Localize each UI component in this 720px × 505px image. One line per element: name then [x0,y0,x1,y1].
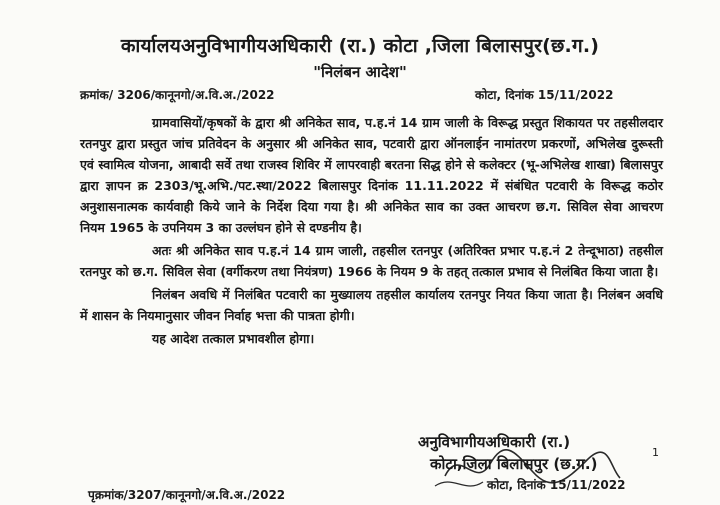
paragraph-headquarters: निलंबन अवधि में निलंबित पटवारी का मुख्यालय तहसील कार्यालय रतनपुर नियत किया जाता है। निलंबन अवधि में शासन के नियमानुसार जीवन निर्वाह भत्ता की पात्रता होगी। [80,287,663,323]
order-body [80,112,663,349]
reference-number: क्रमांक/ 3206/कानूनगो/अ.वि.अ./2022 [80,88,275,102]
signatory-office: कोटा,जिला बिलासपुर (छ.ग.) [430,455,598,473]
endorsement-number: पृक्रमांक/3207/कानूनगो/अ.वि.अ./2022 [88,488,286,502]
paragraph-complaint: ग्रामवासियों/कृषकों के द्वारा श्री अनिकेत साव, प.ह.नं 14 ग्राम जाली के विरूद्ध प्रस्तुत शिकायत पर तहसीलदार रतनपुर द्वारा प्रस्तुत जांच प्रतिवेदन के अनुसार श्री अनिकेत साव, पटवारी द्वारा ऑनलाईन नामांतरण प्रकरणों, अभिलेख दुरूस्ती एवं स्वामित्व योजना, आबादी सर्वे तथा राजस्व शिविर में लापरवाही बरतना सिद्ध होने से कलेक्टर (भू-अभिलेख शाखा) बिलासपुर द्वारा ज्ञापन क्र 2303/भू.अभि./पट.स्था/2022 बिलासपुर दिनांक 11.11.2022 में संबंधित पटवारी के विरूद्ध कठोर अनुशासनात्मक कार्यवाही किये जाने के निर्देश दिया गया है। श्री अनिकेत साव का उक्त आचरण छ.ग. सिविल सेवा आचरण नियम 1965 के उपनियम 3 का उल्लंघन होने से दण्डनीय है। [80,115,663,235]
reference-place-date: कोटा, दिनांक 15/11/2022 [475,88,614,102]
paragraph-effective: यह आदेश तत्काल प्रभावशील होगा। [152,331,315,346]
signatory-date: कोटा, दिनांक 15/11/2022 [487,478,626,492]
order-title: "निलंबन आदेश" [313,63,407,81]
office-title: कार्यालयअनुविभागीयअधिकारी (रा.) कोटा ,जिला बिलासपुर(छ.ग.) [120,35,600,57]
page-mark: 1 [652,446,659,459]
signatory-designation: अनुविभागीयअधिकारी (रा.) [418,433,571,451]
paragraph-suspension: अतः श्री अनिकेत साव प.ह.नं 14 ग्राम जाली, तहसील रतनपुर (अतिरिक्त प्रभार प.ह.नं 2 तेन्दूभाठा) तहसील रतनपुर को छ.ग. सिविल सेवा (वर्गीकरण तथा नियंत्रण) 1966 के नियम 9 के तहत् तत्काल प्रभाव से निलंबित किया जाता है। [80,243,663,279]
